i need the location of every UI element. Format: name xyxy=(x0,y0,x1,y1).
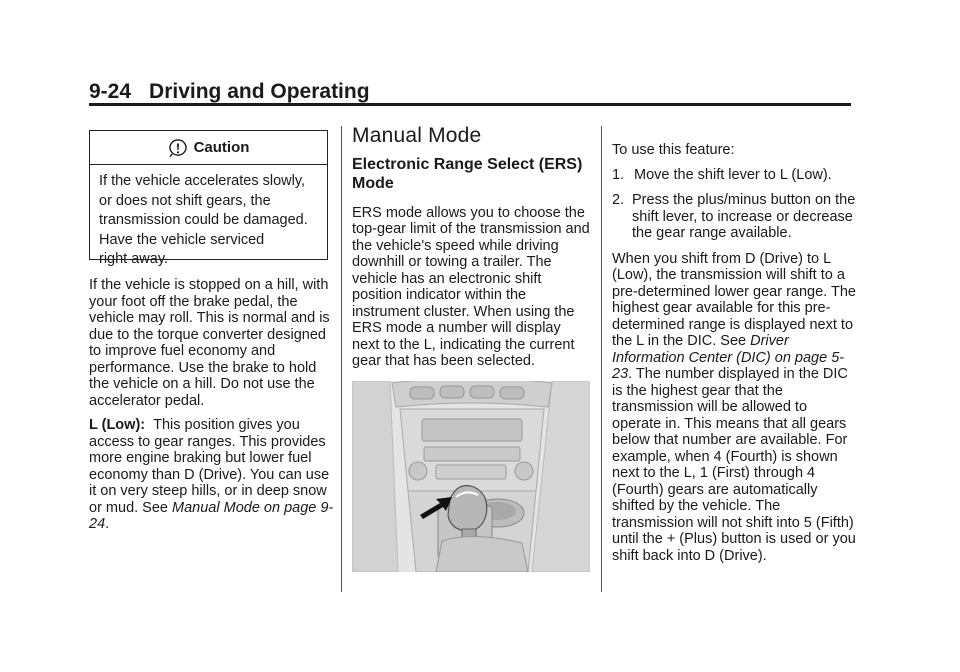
column-divider-1 xyxy=(341,126,342,592)
list-item xyxy=(612,192,857,242)
section-title: Driving and Operating xyxy=(149,80,370,103)
step-number: 2. xyxy=(612,192,625,208)
steps-list xyxy=(612,167,857,242)
low-term: L (Low): xyxy=(89,417,146,433)
low-text: This position gives you access to gear ranges. This provides more engine braking but lower fuel economy than D (Drive). You can use it on very steep hills, or in deep snow or mud. See xyxy=(89,417,330,516)
column-2 xyxy=(352,124,592,378)
manual-mode-heading: Manual Mode xyxy=(352,124,482,147)
page-header xyxy=(89,80,370,104)
header-rule xyxy=(89,103,851,106)
caution-line: If the vehicle accelerates slowly, xyxy=(99,173,306,189)
low-paragraph xyxy=(89,417,335,533)
caution-warning-icon xyxy=(168,139,188,157)
column-1 xyxy=(89,277,335,541)
console-illustration xyxy=(352,381,590,572)
intro-text: To use this feature: xyxy=(612,142,735,158)
column-3 xyxy=(612,142,857,572)
column-divider-2 xyxy=(601,126,602,592)
caution-header xyxy=(90,131,327,165)
manual-mode-link[interactable]: Manual Mode on page 9-24 xyxy=(89,499,334,532)
range-paragraph xyxy=(612,251,857,565)
caution-body xyxy=(90,165,327,270)
caution-line: Have the vehicle serviced xyxy=(99,231,265,248)
step-text: Move the shift lever to L (Low). xyxy=(634,166,832,183)
range-text-b: . The number displayed in the DIC is the highest gear that the transmission will be allowed to operate in. This means that all gears below that number are available. For example, when 4 (Fourth) is shown next to the L, 1 (First) through 4 (Fourth) gears are automatically shifted by the vehicle. The transmission will not shift into 5 (Fifth) until the + (Plus) button is used or you shift back into D (Drive). xyxy=(612,366,856,564)
ers-subheading: Electronic Range Select (ERS) Mode xyxy=(352,155,583,192)
list-item xyxy=(612,167,857,184)
range-text-a: When you shift from D (Drive) to L (Low), the transmission will shift to a pre-determined lower gear range. The highest gear available for this pre-determined range is displayed next to the L in the DIC. See xyxy=(612,250,856,349)
caution-line: or does not shift gears, the xyxy=(99,192,271,209)
page-number: 9-24 xyxy=(89,80,132,103)
hill-paragraph: If the vehicle is stopped on a hill, with your foot off the brake pedal, the vehicle may roll. This is normal and is due to the torque converter designed to improve fuel economy and performance. Use the brake to hold the vehicle on a hill. Do not use the accelerator pedal. xyxy=(89,277,330,409)
low-end: . xyxy=(105,516,110,532)
caution-box xyxy=(89,130,328,267)
caution-line: transmission could be damaged. xyxy=(99,212,308,228)
caution-line: right away. xyxy=(99,251,169,267)
dic-link[interactable]: Driver Information Center (DIC) on page 5-23 xyxy=(612,333,845,382)
shift-lever-illustration xyxy=(352,381,590,572)
step-number: 1. xyxy=(612,166,625,183)
ers-paragraph: ERS mode allows you to choose the top-gear limit of the transmission and the vehicle's speed while driving downhill or towing a trailer. The vehicle has an electronic shift position indicator within the instrument cluster. When using the ERS mode a number will display next to the L, indicating the current gear that has been selected. xyxy=(352,204,590,369)
caution-title: Caution xyxy=(193,139,250,156)
step-text: Press the plus/minus button on the shift lever, to increase or decrease the gear range available. xyxy=(632,192,856,241)
